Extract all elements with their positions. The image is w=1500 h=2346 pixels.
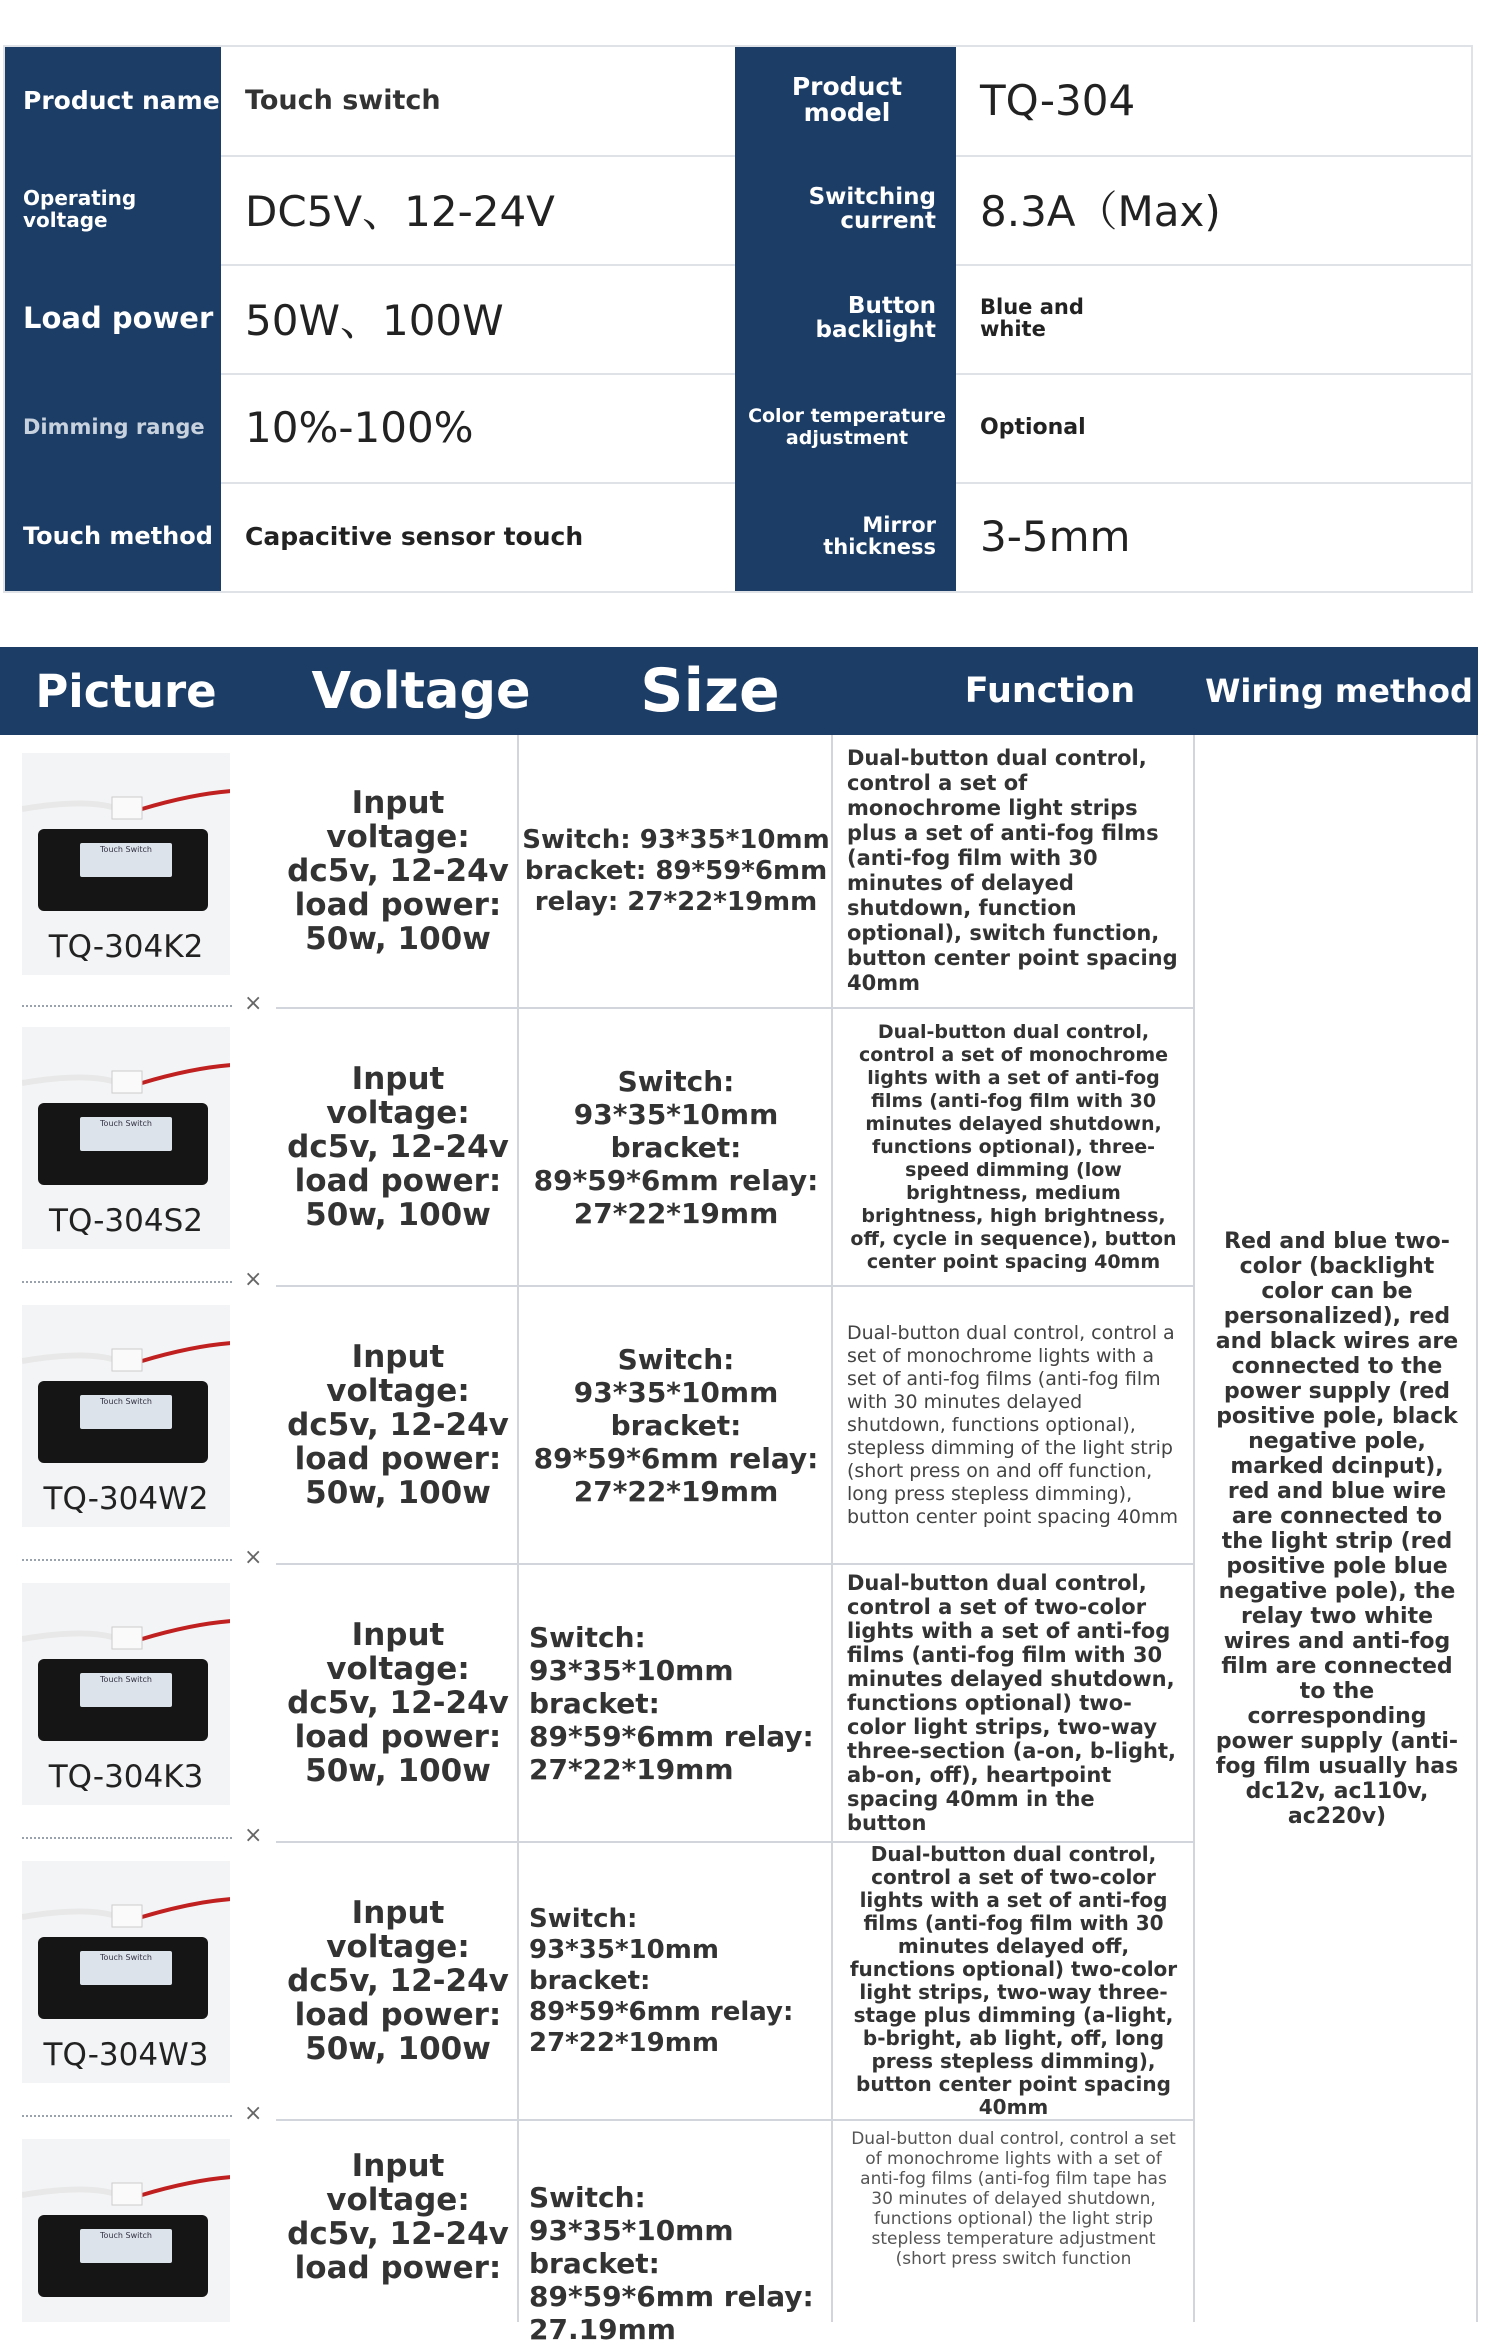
spec-row-dimming — [3, 372, 1473, 484]
separator-line — [22, 1831, 232, 1839]
voltage-cell: Input voltage: dc5v, 12-24v load power: 50w, 100w — [287, 1061, 509, 1233]
switch-label-plate — [80, 1951, 172, 1985]
load-power-label: Load power — [3, 263, 221, 373]
col-divider — [1193, 735, 1195, 2322]
product-model: TQ-304K3 — [48, 1759, 204, 1795]
color-temperature-value: Optional — [980, 414, 1086, 440]
col-divider — [517, 735, 519, 2322]
size-cell: Switch: 93*35*10mm bracket: 89*59*6mm relay: 27*22*19mm — [533, 1342, 819, 1508]
product-name-value: Touch switch — [245, 84, 441, 116]
switch-box — [38, 1659, 208, 1741]
switch-label-plate — [80, 1117, 172, 1151]
switch-box — [38, 2215, 208, 2297]
product-image — [22, 2139, 230, 2322]
size-cell: Switch: 93*35*10mm bracket: 89*59*6mm relay: 27*22*19mm — [529, 1620, 814, 1786]
separator-line — [22, 1275, 232, 1283]
button-backlight-value: Blue and white — [980, 295, 1084, 341]
product-model-value: TQ-304 — [980, 75, 1136, 125]
product-model: TQ-304W2 — [43, 1481, 209, 1517]
size-cell: Switch: 93*35*10mm bracket: 89*59*6mm relay: 27*22*19mm — [533, 1064, 819, 1230]
spec-center-divider — [735, 45, 738, 593]
size-cell: Switch: 93*35*10mm bracket: 89*59*6mm relay: 27.19mm — [529, 2181, 814, 2346]
function-cell: Dual-button dual control, control a set of monochrome light strips plus a set of anti-fog films (anti-fog film with 30 minutes of delayed shutdown, function optional), switch function, button center point spacing 40mm — [847, 746, 1178, 995]
switch-label-plate — [80, 2229, 172, 2263]
mirror-thickness-value: 3-5mm — [980, 511, 1131, 561]
switch-label-plate — [80, 1673, 172, 1707]
function-cell: Dual-button dual control, control a set of monochrome lights with a set of anti-fog films (anti-fog film with 30 minutes delayed shutdown, functions optional), three-speed dimming (low brightness, medium brightness, high brightness, off, cycle in sequence), button center point spacing 40mm — [850, 1020, 1177, 1273]
voltage-cell: Input voltage: dc5v, 12-24v load power: 50w, 100w — [287, 1339, 509, 1511]
switching-current-value: 8.3A（Max) — [980, 187, 1221, 236]
header-function: Function — [964, 671, 1136, 711]
product-image — [22, 753, 230, 975]
load-power-value: 50W、100W — [245, 296, 504, 345]
switch-box — [38, 829, 208, 911]
function-cell: Dual-button dual control, control a set of monochrome lights with a set of anti-fog films (anti-fog film with 30 minutes delayed shutdown, functions optional), stepless dimming of the light strip (short press on and off function, long press stepless dimming), button center point spacing 40mm — [847, 1321, 1179, 1528]
separator-line — [22, 2109, 232, 2117]
product-image — [22, 1305, 230, 1527]
product-image — [22, 1861, 230, 2083]
product-model-label: Product model — [738, 45, 956, 155]
switch-label-text: Touch Switch — [100, 1953, 152, 1962]
switch-label-text: Touch Switch — [100, 1675, 152, 1684]
product-model: TQ-304W3 — [43, 2037, 209, 2073]
size-cell: Switch: 93*35*10mm bracket: 89*59*6mm relay: 27*22*19mm — [522, 824, 830, 917]
table-body — [0, 735, 1478, 2346]
switching-current-label: Switching current — [738, 154, 956, 264]
function-cell: Dual-button dual control, control a set of two-color lights with a set of anti-fog films (anti-fog film with 30 minutes delayed shutdown, functions optional) two-color light strips, two-way three-section (a-on, b-light, ab-on, off), heartpoint spacing 40mm in the button — [847, 1571, 1176, 1835]
product-image — [22, 1583, 230, 1805]
spec-row-touch — [3, 481, 1473, 593]
wiring-method-cell: Red and blue two-color (backlight color can be personalized), red and black wires are connected to the power supply (red positive pole, black negative pole, marked dcinput), red and blue wire are connected to the light strip (red positive pole blue negative pole), the relay two white wires and anti-fog film are connected to the corresponding power supply (anti-fog film usually has dc12v, ac110v, ac220v) — [1215, 1228, 1459, 1829]
voltage-cell: Input voltage: dc5v, 12-24v load power: 50w, 100w — [287, 1895, 509, 2067]
switch-label-text: Touch Switch — [100, 2231, 152, 2240]
switch-label-text: Touch Switch — [100, 845, 152, 854]
operating-voltage-value: DC5V、12-24V — [245, 187, 555, 236]
close-icon: × — [244, 2101, 263, 2126]
voltage-cell: Input voltage: dc5v, 12-24v load power: 50w, 100w — [287, 785, 509, 957]
mirror-thickness-label: Mirror thickness — [738, 481, 956, 591]
close-icon: × — [244, 1267, 263, 1292]
size-cell: Switch: 93*35*10mm bracket: 89*59*6mm relay: 27*22*19mm — [529, 1903, 794, 2058]
switch-label-plate — [80, 843, 172, 877]
switch-label-plate — [80, 1395, 172, 1429]
dimming-range-label: Dimming range — [3, 372, 221, 482]
separator-line — [22, 1553, 232, 1561]
header-wiring: Wiring method — [1205, 672, 1473, 710]
dimming-range-value: 10%-100% — [245, 402, 474, 452]
function-cell: Dual-button dual control, control a set of monochrome lights with a set of anti-fog films (anti-fog film tape has 30 minutes of delayed shutdown, functions optional) the light strip stepless temperature adjustment (short press switch function — [851, 2129, 1176, 2269]
spec-table — [3, 45, 1473, 593]
switch-box — [38, 1937, 208, 2019]
operating-voltage-label: Operating voltage — [3, 154, 221, 264]
switch-label-text: Touch Switch — [100, 1119, 152, 1128]
close-icon: × — [244, 1823, 263, 1848]
spec-row-name — [3, 45, 1473, 157]
switch-box — [38, 1103, 208, 1185]
color-temperature-label: Color temperature adjustment — [738, 372, 956, 482]
close-icon: × — [244, 1545, 263, 1570]
close-icon: × — [244, 991, 263, 1016]
spec-row-voltage — [3, 154, 1473, 266]
voltage-cell: Input voltage: dc5v, 12-24v load power: — [287, 2148, 509, 2286]
switch-label-text: Touch Switch — [100, 1397, 152, 1406]
header-voltage: Voltage — [311, 661, 531, 721]
switch-box — [38, 1381, 208, 1463]
button-backlight-label: Button backlight — [738, 263, 956, 373]
product-model: TQ-304K2 — [48, 929, 204, 965]
product-model: TQ-304S2 — [49, 1203, 203, 1239]
touch-method-value: Capacitive sensor touch — [245, 521, 584, 551]
function-cell: Dual-button dual control, control a set of two-color lights with a set of anti-fog films (anti-fog film with 30 minutes delayed off, functions optional) two-color light strips, two-way three-stage plus dimming (a-light, b-bright, ab light, off, long press stepless dimming), button center point spacing 40mm — [849, 1842, 1178, 2119]
separator-line — [22, 999, 232, 1007]
spec-row-power — [3, 263, 1473, 375]
col-divider — [831, 735, 833, 2322]
voltage-cell: Input voltage: dc5v, 12-24v load power: 50w, 100w — [287, 1617, 509, 1789]
col-divider — [1476, 735, 1478, 2322]
header-picture: Picture — [35, 664, 217, 718]
table-header — [0, 647, 1478, 735]
product-name-label: Product name — [3, 45, 221, 155]
touch-method-label: Touch method — [3, 481, 221, 591]
header-size: Size — [640, 656, 780, 726]
product-image — [22, 1027, 230, 1249]
